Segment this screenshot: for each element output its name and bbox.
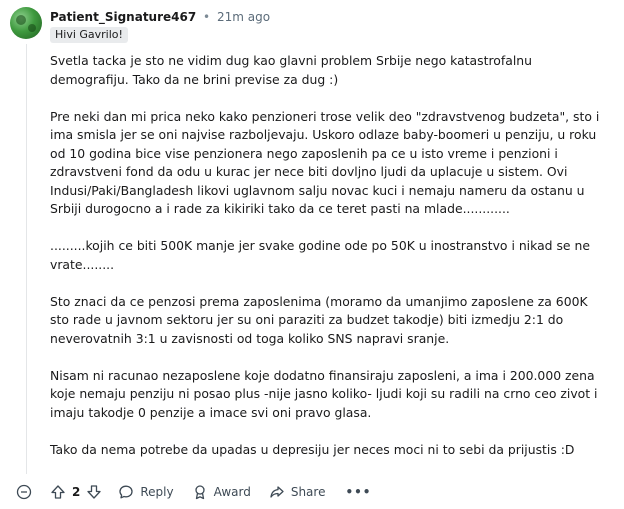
more-options-button[interactable] [345,485,371,499]
comment-paragraph: .........kojih ce biti 500K manje jer svake godine ode po 50K u inostranstvo i nikad se ne vrate........ [50,238,590,272]
comment-paragraph: Nisam ni racunao nezaposlene koje dodatno finansiraju zaposleni, a ima i 200.000 zena koje nemaju penziju ni posao plus -nije jasno koliko- ljudi koji su radili na crno ceo zivot i imaju takodje 0 penzije a imace svi oni pravo glasa. [50,367,598,420]
user-flair: Hivi Gavrilo! [50,27,128,43]
comment-paragraph: Pre neki dan mi prica neko kako penzioneri trose velik deo "zdravstvenog budzeta", sto i ima smisla jer se oni najvise razboljevaju. Uskoro odlaze baby-boomeri u penziju, u roku od 10 godina bice vise penzionera nego zaposlenih pa ce u isto vreme i penzioni i zdravstveni fond da odu u kurac jer nece biti dovljno ljudi da uplacuje u sistem. Ovi Indusi/Paki/Bangladesh likovi uglavnom salju novac kuci i nemaju nameru da ostanu u Srbiji durogocno a i rade za kikiriki tako da ce teret pasti na mlade............ [50,108,600,216]
award-ribbon-icon [192,484,208,500]
reply-label: Reply [140,485,174,499]
minus-circle-icon [16,484,32,500]
award-label: Award [213,485,251,499]
comment-paragraph: Svetla tacka je sto ne vidim dug kao glavni problem Srbije nego katastrofalnu demografiju. Tako da ne brini previse za dug :) [50,53,532,87]
downvote-arrow-icon[interactable] [86,484,102,500]
avatar[interactable] [10,7,42,39]
username[interactable]: Patient_Signature467 [50,10,197,24]
collapse-button[interactable] [16,484,32,500]
reply-button[interactable] [118,484,173,500]
speech-bubble-icon [118,484,134,500]
timestamp[interactable]: 21m ago [216,10,271,24]
share-label: Share [290,485,326,499]
more-dots-icon: ••• [345,485,372,499]
comment-paragraph: Sto znaci da ce penzosi prema zaposlenima (moramo da umanjimo zaposlene za 600K sto rade u javnom sektoru jer su oni paraziti za budzet takodje) biti izmedju 2:1 do neverovatnih 3:1 u zavisnosti od toga koliko SNS napravi sranje. [50,293,588,346]
vote-group [50,484,102,500]
thread-line[interactable] [26,44,27,474]
vote-count: 2 [72,485,81,499]
comment-paragraph: Tako da nema potrebe da upadas u depresiju jer neces moci ni to sebi da prijustis :D [50,441,575,457]
share-arrow-icon [269,484,285,500]
share-button[interactable] [269,484,326,500]
award-button[interactable] [192,484,251,500]
separator-dot: • [203,10,211,24]
upvote-arrow-icon[interactable] [50,484,66,500]
comment-body [50,52,610,478]
comment-actions [16,481,371,503]
comment-header [50,9,270,25]
